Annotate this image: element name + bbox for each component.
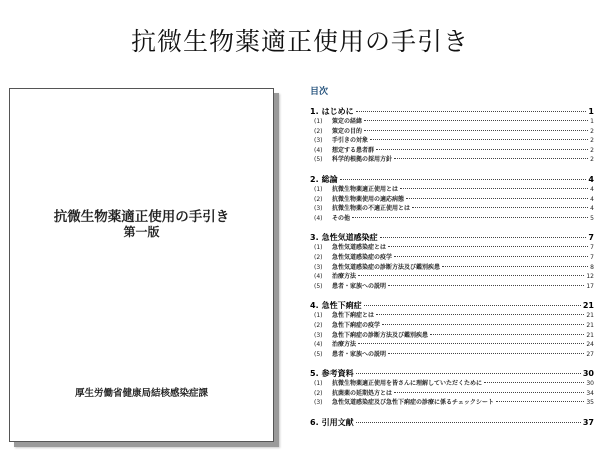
toc-subsection-title: 急性下痢症の診断方法及び鑑別疾患 [332,331,429,339]
toc-page-number: 24 [586,341,594,349]
toc-chapter-title: 総論 [321,174,338,184]
toc-leader-dots [380,237,587,238]
toc-chapter-number: 6. [310,418,319,428]
toc-subsection-title: 抗菌薬の延期処方とは [332,389,393,397]
toc-page-number: 7 [588,233,594,243]
toc-chapter-title: 急性気道感染症 [321,233,378,243]
toc-subsection-number: (1) [314,244,323,252]
toc-subsection-title: 抗微生物薬の不適正使用とは [332,205,411,213]
toc-page-number: 7 [590,244,594,252]
toc-leader-dots [394,158,588,159]
toc-chapter-number: 4. [310,301,319,311]
toc-page-number: 2 [590,156,594,164]
toc-leader-dots [358,343,584,344]
toc-subsection-title: 治療方法 [332,341,357,349]
toc-leader-dots [394,392,584,393]
toc-leader-dots [382,324,584,325]
toc-leader-dots [376,149,588,150]
toc-subsection-title: 科学的根拠の採用方針 [332,156,393,164]
toc-leader-dots [376,314,584,315]
toc-leader-dots [340,179,587,180]
toc-subsection-title: その他 [332,214,351,222]
toc-page-number: 2 [590,146,594,154]
toc-leader-dots [356,373,581,374]
toc-subsection-number: (5) [314,282,323,290]
toc-leader-dots [496,401,585,402]
toc-page-number: 21 [586,312,594,320]
toc-leader-dots [352,217,588,218]
toc-leader-dots [364,305,581,306]
toc-page-number: 8 [590,263,594,271]
cover-publisher: 厚生労働省健康局結核感染症課 [74,388,208,399]
toc-subsection-title: 急性下痢症の疫学 [332,321,381,329]
toc-subsection-number: (2) [314,127,323,135]
toc-page-number: 35 [586,399,594,407]
toc-page-number: 37 [582,418,594,428]
toc-subsection-title: 急性気道感染症とは [332,244,387,252]
toc-leader-dots [356,111,587,112]
toc-page-number: 30 [586,380,594,388]
toc-page-number: 17 [586,282,594,290]
toc-page-number: 21 [582,301,594,311]
toc-page-number: 7 [590,253,594,261]
toc-subsection-number: (1) [314,380,323,388]
toc-subsection-title: 患者・家族への説明 [332,350,387,358]
toc-subsection-title: 抗微生物薬適正使用とは [332,185,399,193]
toc-subsection-entry [310,389,594,399]
toc-subsection-entry [310,155,594,165]
slide-title: 抗微生物薬適正使用の手引き [130,27,469,56]
toc-subsection-entry [310,350,594,360]
toc-subsection-entry [310,146,594,156]
toc-subsection-title: 手引きの対象 [332,137,369,145]
toc-chapter-number: 1. [310,107,319,116]
toc-subsection-entry [310,263,594,273]
toc-leader-dots [400,188,588,189]
toc-subsection-title: 患者・家族への説明 [332,282,387,290]
toc-subsection-number: (3) [314,331,323,339]
toc-subsection-entry [310,136,594,146]
toc-heading: 目次 [310,87,329,97]
toc-subsection-entry [310,311,594,321]
toc-section [310,300,594,359]
toc-subsection-number: (3) [314,399,323,407]
table-of-contents [310,84,594,444]
toc-leader-dots [364,120,588,121]
toc-subsection-number: (2) [314,389,323,397]
toc-leader-dots [358,275,584,276]
toc-subsection-number: (5) [314,350,323,358]
toc-chapter-entry [310,106,594,117]
toc-subsection-number: (3) [314,263,323,271]
toc-subsection-number: (2) [314,195,323,203]
toc-subsection-title: 抗微生物薬適正使用を皆さんに理解していただくために [332,380,483,388]
toc-subsection-title: 抗微生物薬使用の適応病態 [332,195,405,203]
toc-leader-dots [388,285,584,286]
toc-page-number: 4 [590,205,594,213]
toc-page-number: 27 [586,350,594,358]
toc-subsection-title: 治療方法 [332,273,357,281]
toc-leader-dots [430,334,584,335]
toc-subsection-entry [310,127,594,137]
toc-page-number: 21 [586,321,594,329]
toc-page-number: 21 [586,331,594,339]
toc-leader-dots [406,198,588,199]
toc-leader-dots [364,130,588,131]
toc-section [310,232,594,291]
toc-subsection-number: (4) [314,214,323,222]
toc-page-number: 34 [586,389,594,397]
toc-subsection-entry [310,398,594,408]
toc-subsection-entry [310,331,594,341]
toc-page-number: 1 [588,107,594,116]
toc-page-number: 2 [590,137,594,145]
cover-title: 抗微生物薬適正使用の手引き [53,209,230,225]
toc-chapter-number: 3. [310,233,319,243]
toc-chapter-number: 5. [310,369,319,379]
toc-subsection-entry [310,117,594,127]
toc-page-number: 1 [590,118,594,125]
document-cover [9,88,274,442]
toc-page-number: 4 [588,174,594,184]
toc-page-number: 5 [590,214,594,222]
toc-leader-dots [412,207,588,208]
toc-chapter-entry [310,300,594,311]
toc-chapter-title: 急性下痢症 [321,301,362,311]
toc-subsection-entry [310,272,594,282]
cover-edition: 第一版 [123,225,160,239]
toc-subsection-number: (3) [314,137,323,145]
toc-leader-dots [442,266,588,267]
toc-subsection-title: 急性気道感染症の診断方法及び鑑別疾患 [332,263,441,271]
toc-page-number: 30 [582,369,594,379]
toc-subsection-number: (2) [314,321,323,329]
toc-leader-dots [388,246,588,247]
toc-subsection-entry [310,321,594,331]
toc-subsection-number: (4) [314,341,323,349]
toc-subsection-number: (1) [314,118,323,125]
toc-subsection-number: (3) [314,205,323,213]
toc-chapter-title: 引用文献 [321,418,354,428]
toc-subsection-number: (4) [314,273,323,281]
toc-subsection-entry [310,204,594,214]
toc-page-number: 12 [586,273,594,281]
toc-subsection-title: 策定の経緯 [332,118,363,125]
toc-subsection-entry [310,379,594,389]
toc-subsection-title: 急性気道感染症の疫学 [332,253,393,261]
toc-subsection-number: (1) [314,185,323,193]
toc-section [310,368,594,408]
toc-chapter-entry [310,417,594,428]
toc-page-number: 4 [590,185,594,193]
toc-subsection-entry [310,195,594,205]
toc-subsection-entry [310,282,594,292]
toc-leader-dots [356,422,581,423]
toc-subsection-entry [310,214,594,224]
toc-leader-dots [388,353,584,354]
toc-subsection-title: 想定する患者群 [332,146,375,154]
toc-subsection-number: (5) [314,156,323,164]
toc-section [310,174,594,223]
toc-subsection-entry [310,243,594,253]
toc-subsection-title: 策定の目的 [332,127,363,135]
toc-leader-dots [370,139,588,140]
toc-subsection-number: (2) [314,253,323,261]
toc-section [310,106,594,165]
toc-chapter-title: はじめに [321,107,354,116]
toc-chapter-entry [310,232,594,243]
toc-subsection-entry [310,185,594,195]
toc-chapter-number: 2. [310,174,319,184]
toc-subsection-entry [310,340,594,350]
toc-subsection-number: (4) [314,146,323,154]
toc-leader-dots [394,256,588,257]
toc-page-number: 2 [590,127,594,135]
toc-leader-dots [484,382,584,383]
toc-chapter-title: 参考資料 [321,369,354,379]
toc-section [310,417,594,428]
toc-subsection-title: 急性下痢症とは [332,312,375,320]
toc-subsection-title: 急性気道感染症及び急性下痢症の診療に係るチェックシート [332,399,494,407]
toc-chapter-entry [310,174,594,185]
toc-page-number: 4 [590,195,594,203]
toc-subsection-number: (1) [314,312,323,320]
toc-subsection-entry [310,253,594,263]
toc-chapter-entry [310,368,594,379]
